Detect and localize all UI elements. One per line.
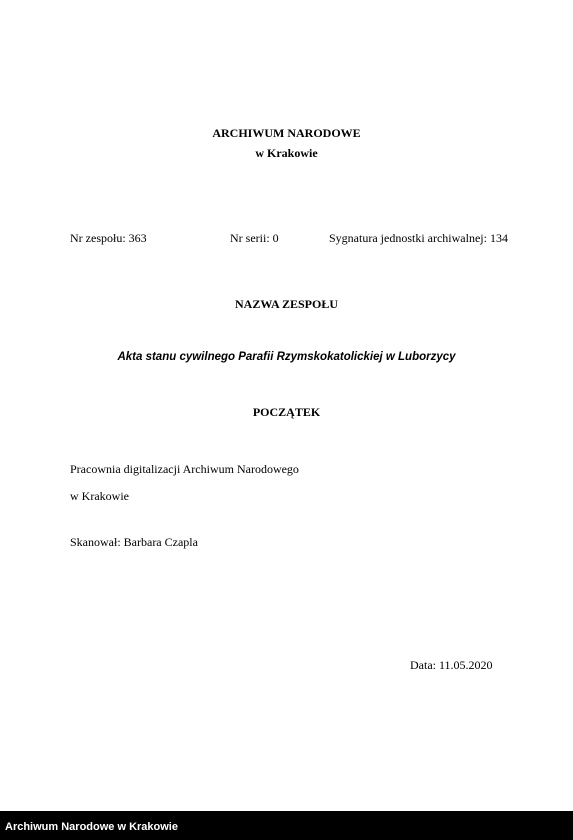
scan-date: Data: 11.05.2020 xyxy=(410,658,493,672)
institution-city: w Krakowie xyxy=(255,146,318,160)
start-label: POCZĄTEK xyxy=(252,405,321,419)
fonds-name: Akta stanu cywilnego Parafii Rzymskokatolickiej w Luborzycy xyxy=(117,351,456,363)
series-number: Nr serii: 0 xyxy=(230,231,279,245)
institution-name: ARCHIWUM NARODOWE xyxy=(212,126,361,140)
scanned-by: Skanował: Barbara Czapla xyxy=(70,535,198,549)
fonds-heading: NAZWA ZESPOŁU xyxy=(234,297,339,311)
workshop-line-2: w Krakowie xyxy=(70,489,129,503)
unit-signature: Sygnatura jednostki archiwalnej: 134 xyxy=(329,231,508,245)
fonds-number: Nr zespołu: 363 xyxy=(70,231,147,245)
footer-text: Archiwum Narodowe w Krakowie xyxy=(5,821,178,833)
footer-bar xyxy=(0,811,573,840)
workshop-line-1: Pracownia digitalizacji Archiwum Narodowego xyxy=(70,462,299,476)
